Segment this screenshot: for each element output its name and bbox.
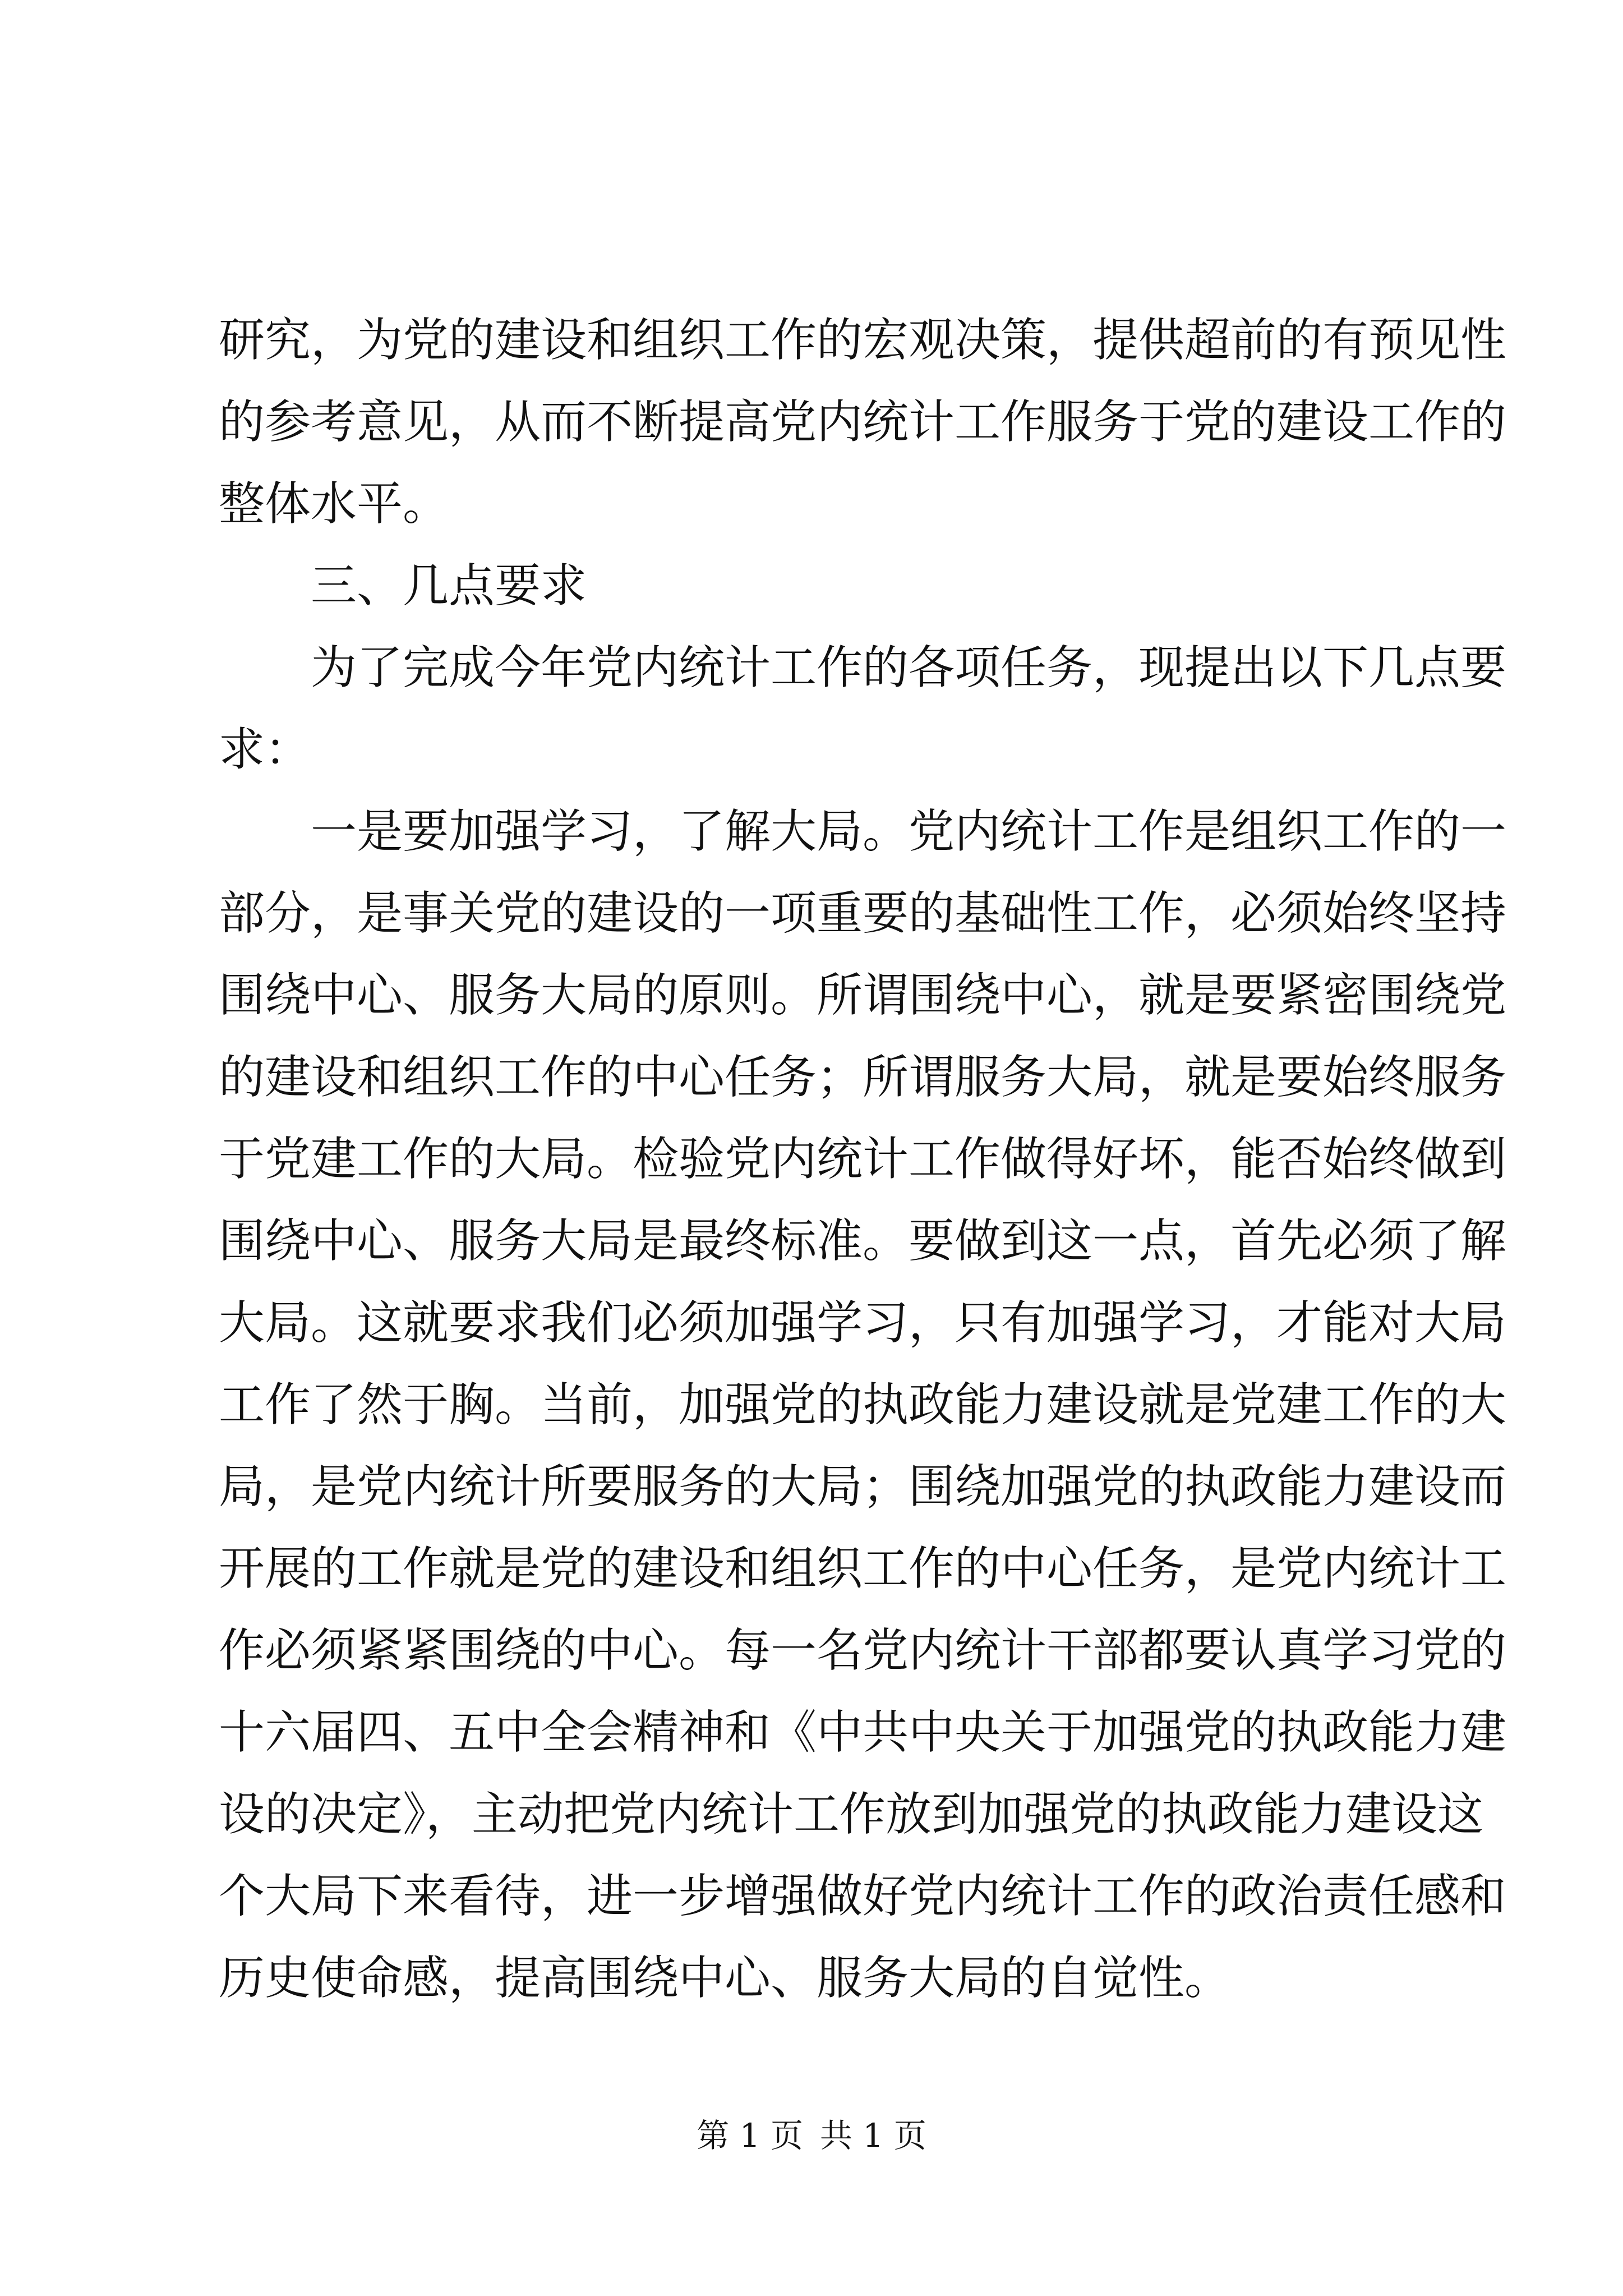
text-line-14: 工作了然于胸。当前，加强党的执政能力建设就是党建工作的大 xyxy=(219,1378,1507,1432)
text-line-3: 整体水平。 xyxy=(219,477,449,531)
section-heading: 三、几点要求 xyxy=(311,559,587,613)
text-line-19: 设的决定》，主动把党内统计工作放到加强党的执政能力建设这 xyxy=(219,1788,1484,1841)
text-line-12: 围绕中心、服务大局是最终标准。要做到这一点，首先必须了解 xyxy=(219,1214,1507,1268)
page-footer xyxy=(0,2116,1623,2155)
page-total: 共 1 页 xyxy=(820,2116,926,2155)
text-line-1: 研究，为党的建设和组织工作的宏观决策，提供超前的有预见性 xyxy=(219,314,1507,367)
text-line-15: 局，是党内统计所要服务的大局；围绕加强党的执政能力建设而 xyxy=(219,1460,1507,1513)
text-line-18: 十六届四、五中全会精神和《中共中央关于加强党的执政能力建 xyxy=(219,1706,1507,1759)
text-line-2: 的参考意见，从而不断提高党内统计工作服务于党的建设工作的 xyxy=(219,395,1507,449)
text-line-21: 历史使命感，提高围绕中心、服务大局的自觉性。 xyxy=(219,1952,1231,2005)
text-line-10: 的建设和组织工作的中心任务；所谓服务大局，就是要始终服务 xyxy=(219,1051,1507,1104)
text-line-16: 开展的工作就是党的建设和组织工作的中心任务，是党内统计工 xyxy=(219,1542,1507,1595)
text-line-13: 大局。这就要求我们必须加强学习，只有加强学习，才能对大局 xyxy=(219,1296,1507,1350)
text-line-5: 为了完成今年党内统计工作的各项任务，现提出以下几点要 xyxy=(311,641,1507,694)
text-line-9: 围绕中心、服务大局的原则。所谓围绕中心，就是要紧密围绕党 xyxy=(219,969,1507,1022)
text-line-11: 于党建工作的大局。检验党内统计工作做得好坏，能否始终做到 xyxy=(219,1133,1507,1186)
text-line-17: 作必须紧紧围绕的中心。每一名党内统计干部都要认真学习党的 xyxy=(219,1624,1507,1677)
text-line-8: 部分，是事关党的建设的一项重要的基础性工作，必须始终坚持 xyxy=(219,887,1507,940)
text-line-7: 一是要加强学习，了解大局。党内统计工作是组织工作的一 xyxy=(311,805,1507,858)
text-line-6: 求： xyxy=(219,723,311,776)
page-number: 第 1 页 xyxy=(697,2116,803,2155)
text-line-20: 个大局下来看待，进一步增强做好党内统计工作的政治责任感和 xyxy=(219,1870,1507,1923)
document-body xyxy=(219,300,1507,2019)
